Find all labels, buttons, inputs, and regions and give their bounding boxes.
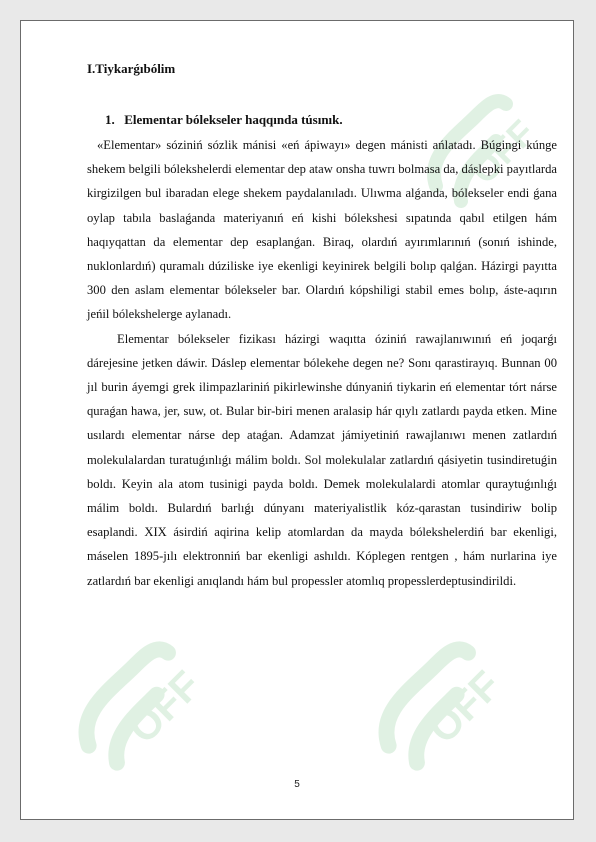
watermark-logo-bottom-right [366,621,536,791]
document-content [87,59,557,593]
subheading-number: 1. [105,112,115,127]
subheading [87,111,557,129]
svg-text:OFF: OFF [462,111,543,192]
svg-text:OFF: OFF [119,661,210,753]
watermark-logo-icon [366,621,536,791]
page-number: 5 [294,779,300,790]
paragraph-1: «Elementar» sóziniń sózlik mánisi «eń ápiwayı» degen mánisti ańlatadı. Búgingi kúnge shekem belgili bólekshelerdi elementar dep ataw onsha tuwrı bolmasa da, dáslepki payıtlarda kirgizilgen bul ibaradan elege shekem paydalanıladı. Ulıwma alǵanda, bólekseler endi ǵana oylap tabıla baslaǵanda materiyanıń eń kishi bólekshesi sıpatında qabıl etilgen hám haqıyqattan da elementar dep esaplanǵan. Biraq, olardıń ayırımlarınıń (sonıń ishinde, nuklonlardıń) quramalı dúziliske iye ekenligi keyinirek belgili bolıp qalǵan. Házirgi payıtta 300 den aslam elementar bólekseler bar. Olardıń kópshiligi stabil emes bolıp, áste-aqırın jeńil bólekshelerge aylanadı. [87,138,558,322]
subheading-text: Elementar bólekseler haqqında túsınık. [124,112,343,127]
document-page [20,20,574,820]
paragraph-2: Elementar bólekseler fizikası házirgi waqıtta óziniń rawajlanıwınıń eń joqarǵı dárejesine jetken dáwir. Dáslep elementar bólekehe degen ne? Sonı qarastirayıq. Bunnan 00 jıl burin áyemgi grek ilimpazlariniń pikirlewinshe dúnyaniń tiykarin eń elementar tórt nárse quraǵan hawa, jer, suw, ot. Bular bir-biri menen aralasip hár qıylı zatlardı payda etken. Mine usılardı elementar nárse dep ataǵan. Adamzat jámiyetiniń rawajlanıwı menen zatlardıń molekulalardan turatuǵınlıǵı málim boldı. Sol molekulalar zatlardıń qásiyetin tusindiretuǵin boldı. Keyin ala atom tusinigi payda boldı. Demek molekulalardi atomlar quraytuǵınlıǵı málim boldı. Bulardıń barlıǵı dúnyanı materiyalistlik kóz-qarastan tusindiriw bolip esaplandi. XIX ásirdiń aqirina kelip atomlardan da mayda bólekshelerdiń bar ekenligi, máselen 1895-jılı elektronniń bar ekenligi ashıldı. Kóplegen rentgen , hám nurlarina iye zatlardıń bar ekenligi anıqlandı hám bul propessler atomlıq propesslerdeptusindirildi. [87,331,557,588]
section-title: I.Tiykarǵıbólim [87,61,176,76]
watermark-logo-icon [66,621,236,791]
svg-text:OFF: OFF [419,661,510,753]
watermark-logo-bottom-left [66,621,236,791]
